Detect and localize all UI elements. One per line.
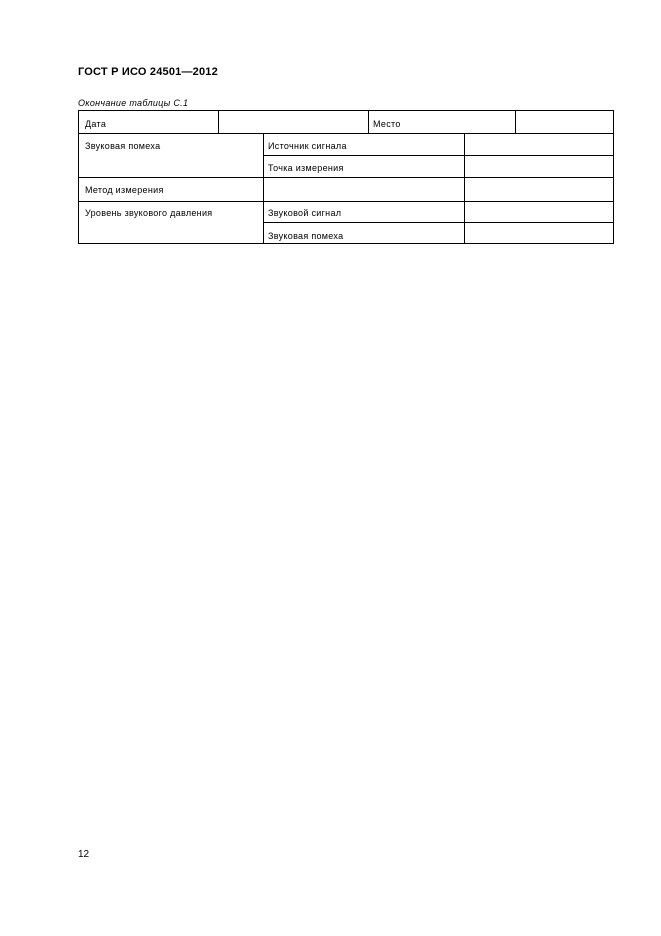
table-line-v-col2 [263,133,264,243]
place-label: Место [373,119,401,129]
table-line-spl-mid [263,222,613,223]
method-label: Метод измерения [85,185,164,195]
table-line-noise-mid [263,155,613,156]
date-label: Дата [85,119,107,129]
table-line-v-date [218,111,219,133]
table-line-v-place-value [515,111,516,133]
noise-label: Звуковая помеха [85,141,161,151]
table-line-v-place [368,111,369,133]
sound-signal-label: Звуковой сигнал [268,208,342,218]
spl-label: Уровень звукового давления [85,208,213,218]
table-line-v-col3 [464,133,465,243]
measurement-point-label: Точка измерения [268,163,344,173]
page-number: 12 [78,849,90,860]
table-caption: Окончание таблицы С.1 [78,98,189,108]
table-line-noise-bottom [79,177,613,178]
document-code: ГОСТ Р ИСО 24501—2012 [78,66,218,78]
sound-noise-label: Звуковая помеха [268,231,344,241]
table-line-row1-bottom [79,133,613,134]
table-line-method-bottom [79,201,613,202]
measurement-table [78,110,614,244]
signal-source-label: Источник сигнала [268,141,347,151]
